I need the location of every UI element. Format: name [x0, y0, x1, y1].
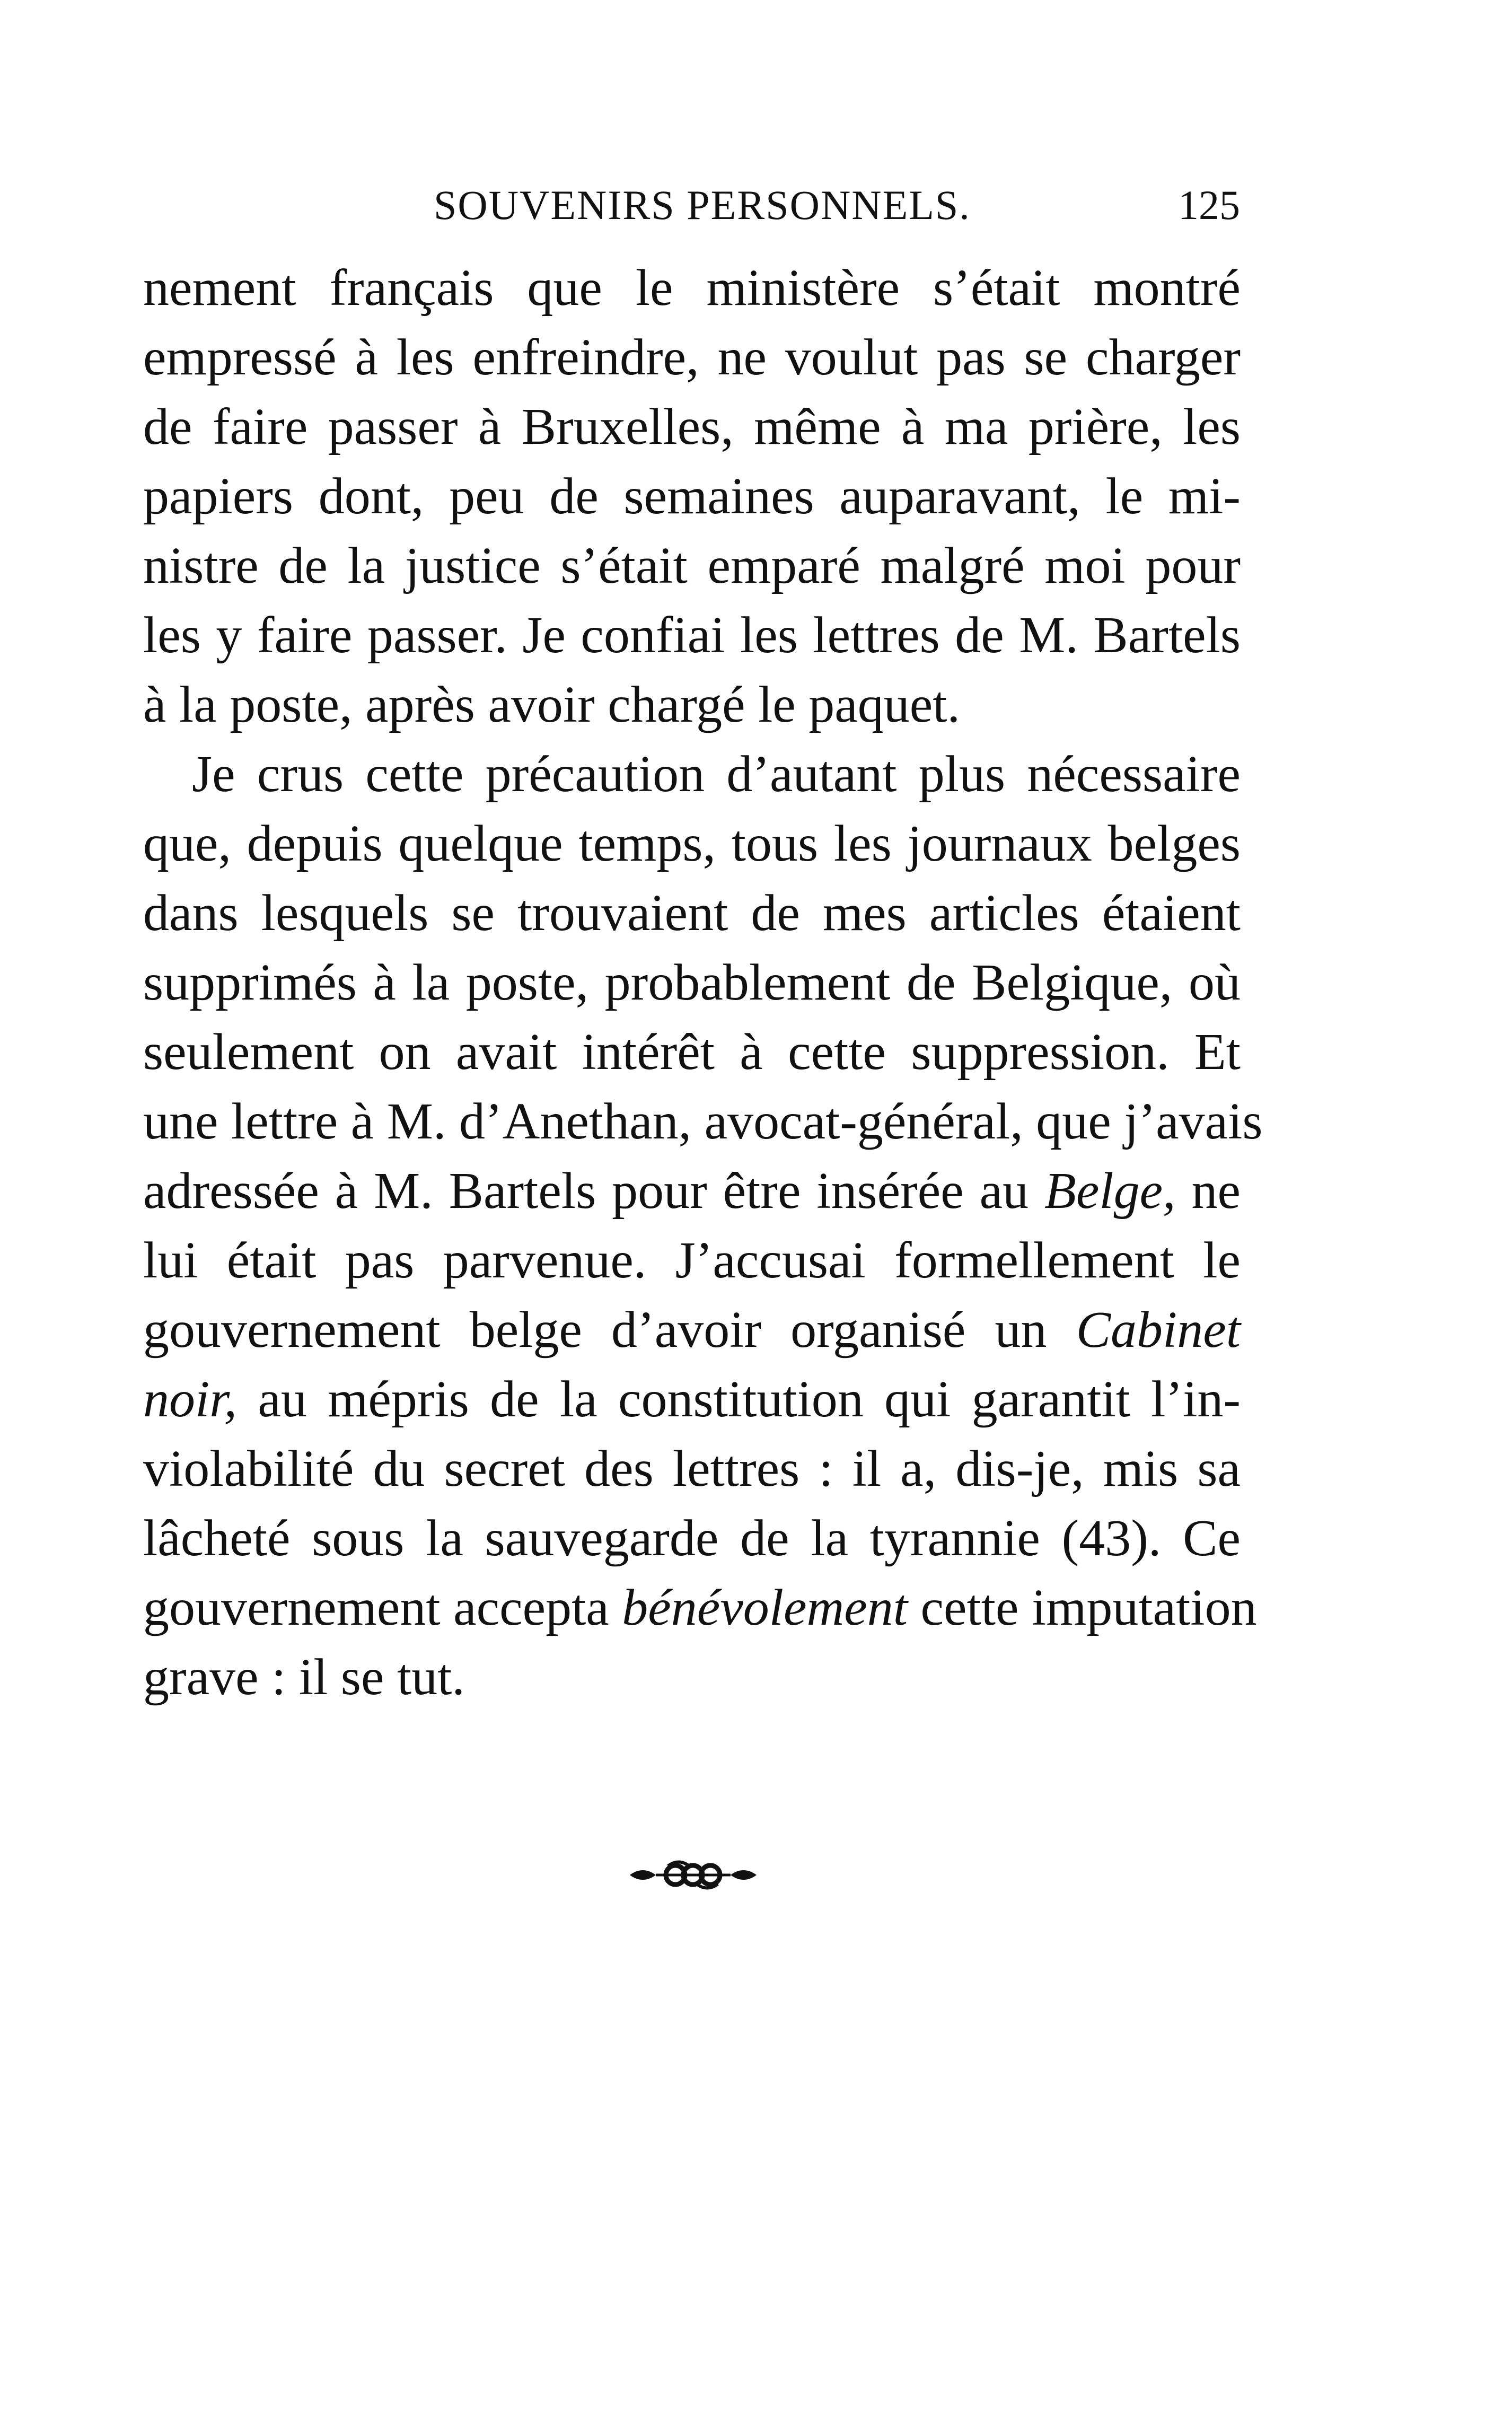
- text-line: papiers dont, peu de semaines auparavant, le mi-: [143, 468, 1241, 525]
- text-line: une lettre à M. d’Anethan, avocat-général, que j’avais: [143, 1093, 1263, 1150]
- text-line: lâcheté sous la sauvegarde de la tyrannie (43). Ce: [143, 1510, 1241, 1567]
- italic-text: bénévolement: [622, 1579, 908, 1636]
- text-line-with-italic: [143, 1365, 1241, 1434]
- text-line: dans lesquels se trouvaient de mes articles étaient: [143, 884, 1241, 942]
- text-line: nement français que le ministère s’était montré: [143, 259, 1241, 317]
- italic-text: noir,: [143, 1371, 238, 1428]
- italic-text: Belge,: [1044, 1162, 1176, 1220]
- text-segment: gouvernement accepta: [143, 1579, 609, 1636]
- text-segment: cette imputation: [908, 1579, 1257, 1636]
- text-line: nistre de la justice s’était emparé malgré moi pour: [143, 537, 1241, 594]
- decorative-scroll-ornament-icon: [627, 1856, 759, 1894]
- text-line: les y faire passer. Je confiai les lettres de M. Bartels: [143, 607, 1241, 664]
- italic-text: Cabinet: [1076, 1301, 1241, 1359]
- text-segment: adressée à M. Bartels pour être insérée au: [143, 1162, 1029, 1220]
- page-number: 125: [1178, 182, 1240, 228]
- body-text: [143, 253, 1263, 1712]
- running-title: SOUVENIRS PERSONNELS.: [434, 182, 971, 228]
- text-line: supprimés à la poste, probablement de Belgique, où: [143, 954, 1241, 1011]
- text-segment: ne: [1175, 1162, 1241, 1220]
- text-segment: gouvernement belge d’avoir organisé un: [143, 1301, 1047, 1359]
- text-segment: au mépris de la constitution qui garantit l’in-: [237, 1371, 1241, 1428]
- text-line: empressé à les enfreindre, ne voulut pas se charger: [143, 329, 1241, 386]
- text-line: grave : il se tut.: [143, 1649, 465, 1706]
- text-line: que, depuis quelque temps, tous les journaux belges: [143, 815, 1241, 872]
- text-line-with-italic: [143, 1295, 1241, 1365]
- text-line: de faire passer à Bruxelles, même à ma prière, les: [143, 398, 1241, 455]
- text-line-with-italic: [143, 1573, 1257, 1643]
- text-line-with-italic: [143, 1156, 1241, 1226]
- text-line: violabilité du secret des lettres : il a, dis-je, mis sa: [143, 1440, 1241, 1497]
- text-line: Je crus cette précaution d’autant plus nécessaire: [192, 746, 1241, 803]
- text-line: à la poste, après avoir chargé le paquet.: [143, 676, 961, 733]
- text-line: seulement on avait intérêt à cette suppression. Et: [143, 1023, 1241, 1081]
- text-line: lui était pas parvenue. J’accusai formellement le: [143, 1232, 1241, 1289]
